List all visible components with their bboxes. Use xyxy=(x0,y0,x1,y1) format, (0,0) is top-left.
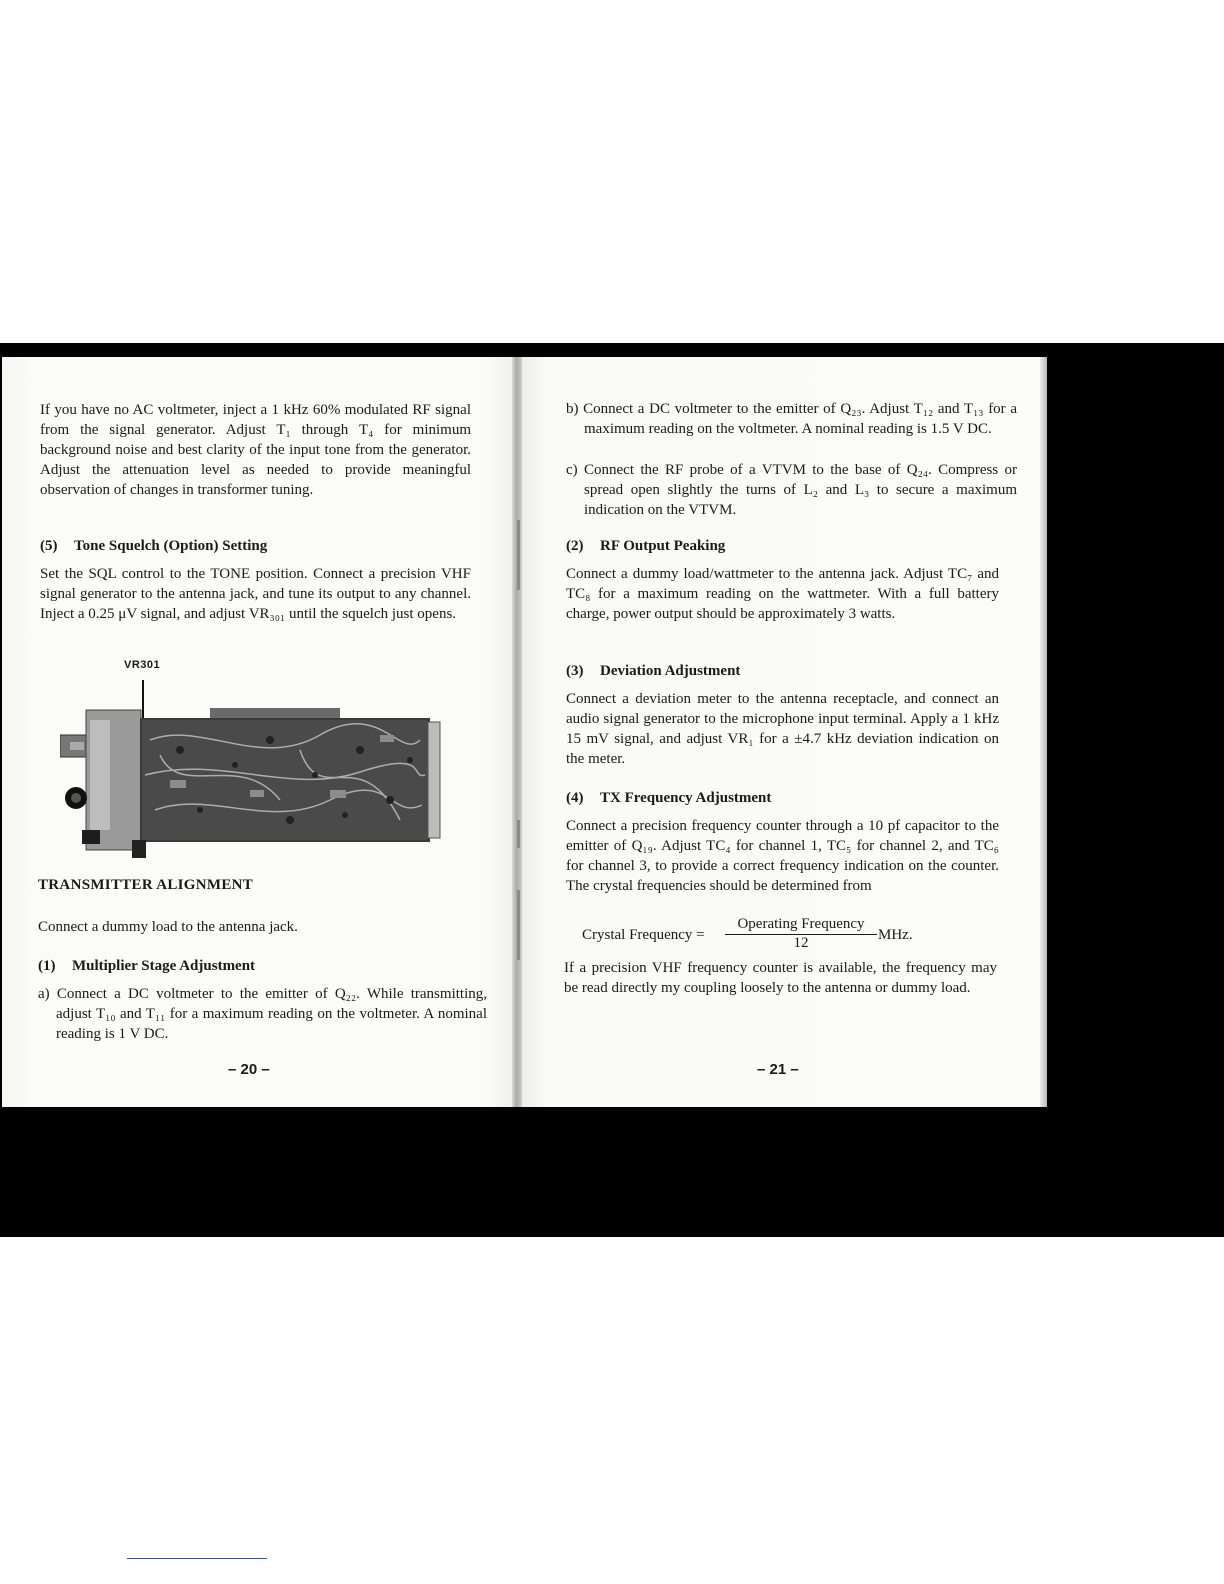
section-2-body: Connect a dummy load/wattmeter to the antenna jack. Adjust TC₇ and TC₈ for a maximum reading on the wattmeter. With a full battery charge, power output should be approximately 3 watts. xyxy=(566,566,999,622)
section-number: (5) xyxy=(40,538,58,554)
section-5-heading xyxy=(40,538,267,555)
intro-paragraph: If you have no AC voltmeter, inject a 1 kHz 60% modulated RF signal from the signal generator. Adjust T₁ through T₄ for minimum background noise and best clarity of the input tone from the generator. Adjust the attenuation level as needed to provide meaningful observation of changes in transformer tuning. xyxy=(40,402,471,498)
section-1-heading xyxy=(38,958,255,975)
item-a: a) Connect a DC voltmeter to the emitter of Q₂₂. While transmitting, adjust T₁₀ and T₁₁ for a maximum reading on the voltmeter. A nominal reading is 1 V DC. xyxy=(38,986,487,1042)
section-4-body: Connect a precision frequency counter through a 10 pf capacitor to the emitter of Q₁₉. Adjust TC₄ for channel 1, TC₅ for channel 2, and TC₆ for channel 3, to provide a correct frequency indication on the counter. The crystal frequencies should be determined from xyxy=(566,818,999,894)
section-4-heading xyxy=(566,790,771,807)
section-5-body: Set the SQL control to the TONE position. Connect a precision VHF signal generator to the antenna jack, and tune its output to any channel. Inject a 0.25 μV signal, and adjust VR₃₀₁ until the squelch just opens. xyxy=(40,566,471,622)
section-2-heading xyxy=(566,538,725,555)
formula-fraction xyxy=(725,916,877,952)
section-title: TX Frequency Adjustment xyxy=(600,790,772,806)
item-b: b) Connect a DC voltmeter to the emitter of Q₂₃. Adjust T₁₂ and T₁₃ for a maximum reading on the voltmeter. A nominal reading is 1.5 V DC. xyxy=(566,401,1017,437)
photo-label: VR301 xyxy=(124,659,161,671)
spine-shadow-marks xyxy=(517,520,523,960)
formula-numerator: Operating Frequency xyxy=(725,916,877,935)
formula-lhs: Crystal Frequency = xyxy=(582,927,705,943)
section-3-heading xyxy=(566,663,740,680)
right-page-edge xyxy=(1040,357,1047,1107)
bottom-rule xyxy=(127,1558,267,1559)
transmitter-alignment-heading: TRANSMITTER ALIGNMENT xyxy=(38,877,254,893)
formula-unit: MHz. xyxy=(878,927,913,943)
section-title: Tone Squelch (Option) Setting xyxy=(74,538,268,554)
section-title: Multiplier Stage Adjustment xyxy=(72,958,256,974)
section-number: (1) xyxy=(38,958,56,974)
section-number: (3) xyxy=(566,663,584,679)
section-number: (2) xyxy=(566,538,584,554)
item-c: c) Connect the RF probe of a VTVM to the base of Q₂₄. Compress or spread open slightly the turns of L₂ and L₃ to secure a maximum indication on the VTVM. xyxy=(566,462,1017,518)
closing-paragraph: If a precision VHF frequency counter is available, the frequency may be read directly my coupling loosely to the antenna or dummy load. xyxy=(564,960,997,996)
section-3-body: Connect a deviation meter to the antenna receptacle, and connect an audio signal generator to the microphone input terminal. Apply a 1 kHz 15 mV signal, and adjust VR₁ for a ±4.7 kHz deviation indication on the meter. xyxy=(566,691,999,767)
section-title: RF Output Peaking xyxy=(600,538,726,554)
page-number-20: – 20 – xyxy=(228,1061,270,1078)
section-number: (4) xyxy=(566,790,584,806)
page-number-21: – 21 – xyxy=(757,1061,799,1078)
circuit-board-photo xyxy=(60,680,445,860)
section-title: Deviation Adjustment xyxy=(600,663,741,679)
transmitter-intro: Connect a dummy load to the antenna jack. xyxy=(38,919,298,935)
formula-denominator: 12 xyxy=(793,935,809,951)
